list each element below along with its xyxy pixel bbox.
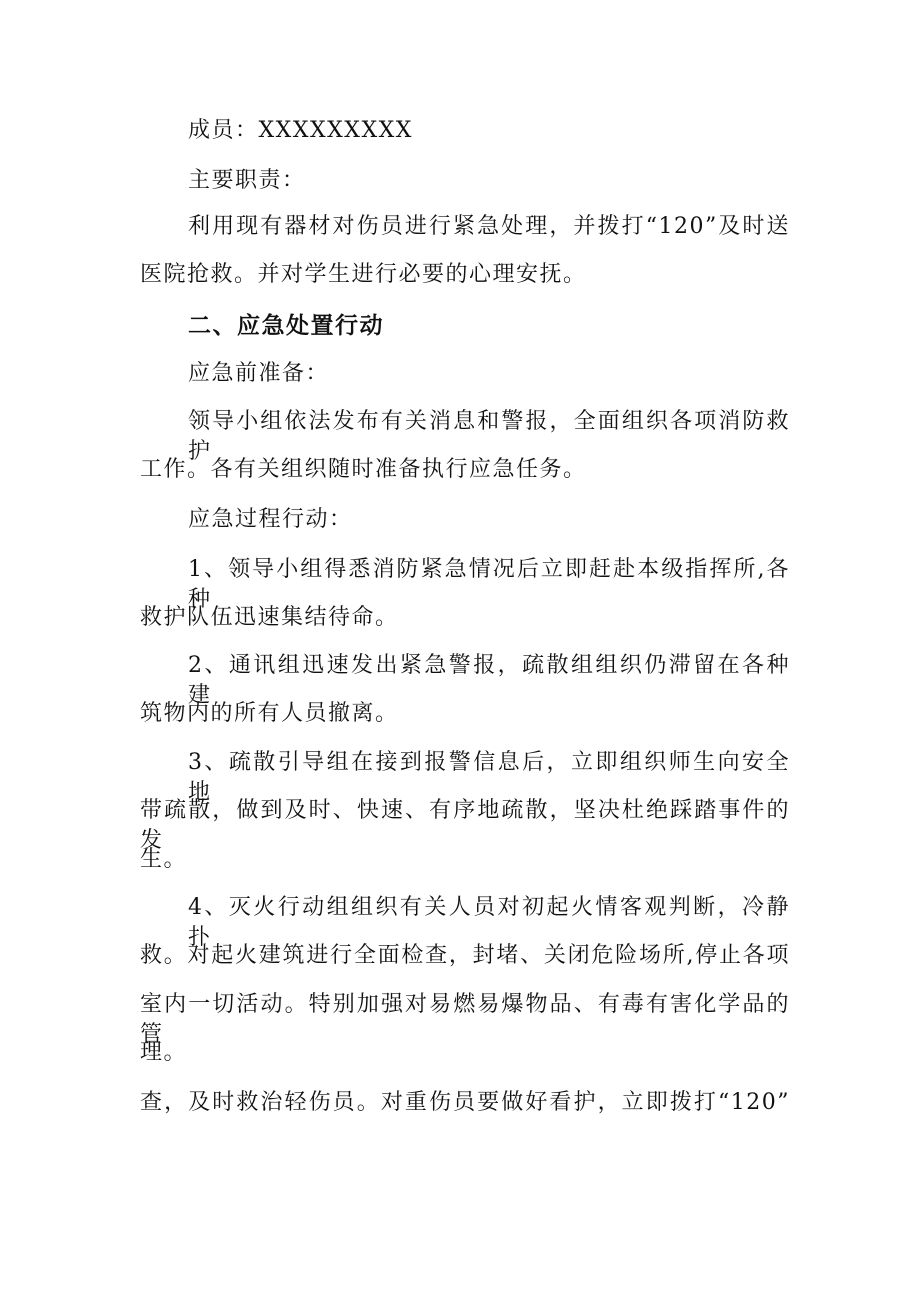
item-2-line-2: 筑物内的所有人员撤离。 (140, 701, 399, 726)
item-4-line-3: 室内一切活动。特别加强对易燃易爆物品、有毒有害化学品的管 (140, 992, 790, 1047)
duties-text-line-1: 利用现有器材对伤员进行紧急处理，并拨打“120”及时送 (188, 214, 790, 239)
duties-label: 主要职责： (188, 168, 306, 193)
item-3-line-3: 生。 (140, 847, 188, 872)
duties-text-line-2: 医院抢救。并对学生进行必要的心理安抚。 (140, 262, 587, 287)
prep-text-line-2: 工作。各有关组织随时准备执行应急任务。 (140, 457, 587, 482)
item-3-line-1: 3、疏散引导组在接到报警信息后，立即组织师生向安全地 (188, 750, 790, 805)
item-1-line-1: 1、领导小组得悉消防紧急情况后立即赶赴本级指挥所,各种 (188, 557, 790, 612)
process-label: 应急过程行动： (188, 507, 353, 532)
item-2-line-1: 2、通讯组迅速发出紧急警报，疏散组组织仍滞留在各种建 (188, 653, 790, 708)
item-4-line-4: 理。 (140, 1040, 188, 1065)
members-line: 成员：XXXXXXXXX (188, 118, 413, 143)
item-4-line-1: 4、灭火行动组组织有关人员对初起火情客观判断，冷静扑 (188, 895, 790, 950)
item-1-line-2: 救护队伍迅速集结待命。 (140, 605, 399, 630)
trailing-text-line: 查，及时救治轻伤员。对重伤员要做好看护，立即拨打“120” (140, 1090, 790, 1115)
item-4-line-2: 救。对起火建筑进行全面检查，封堵、关闭危险场所,停止各项 (140, 943, 790, 968)
section-heading: 二、应急处置行动 (188, 313, 384, 339)
prep-label: 应急前准备： (188, 361, 330, 386)
prep-text-line-1: 领导小组依法发布有关消息和警报，全面组织各项消防救护 (188, 409, 790, 464)
item-3-line-2: 带疏散，做到及时、快速、有序地疏散，坚决杜绝踩踏事件的发 (140, 798, 790, 853)
